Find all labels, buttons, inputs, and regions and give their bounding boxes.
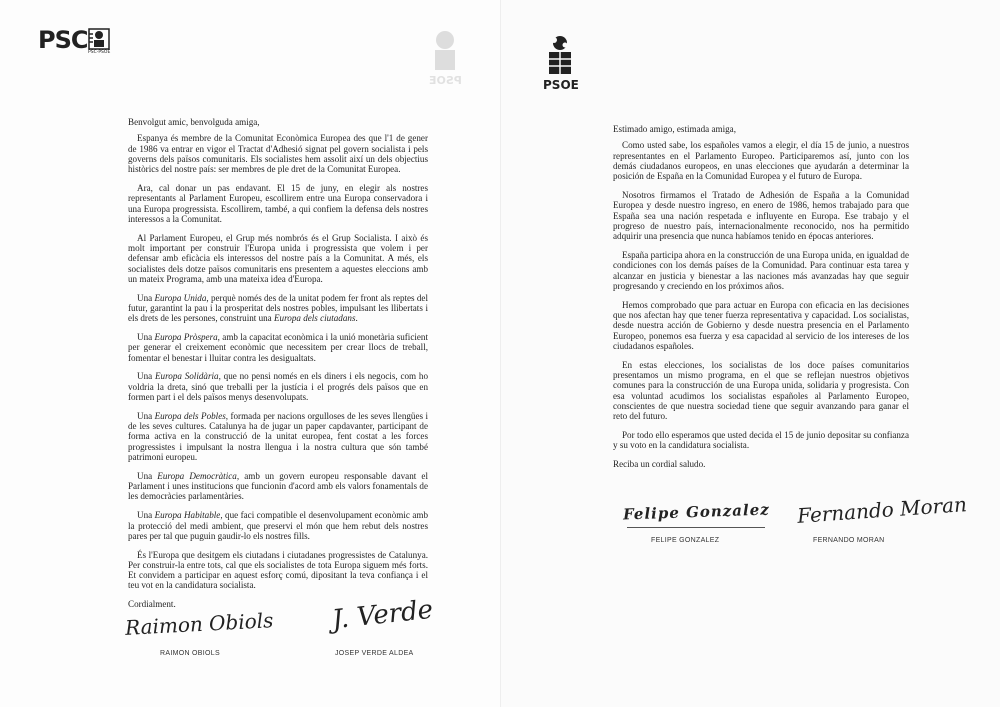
- letter-paragraph: Espanya és membre de la Comunitat Econòmica Europea des que l'1 de gener de 1986 va entrar en vigor el Tractat d'Adhesió signat pel govern socialista i pels governs dels països comunitaris. Els socialistes hem assolit així un dels objectius històrics del nostre país: ser membres de ple dret de la Comunitat Europea.: [128, 133, 428, 175]
- bleedthrough-logo-text: PSOE: [429, 74, 462, 87]
- paragraph-text: , formada per nacions orgulloses de les seves llengües i de les seves cultures. Catalunya ha de jugar un paper capdavanter, participant de forma activa en la construcció de la unitat europea, fent costat a les forces progressistes i impulsant la nostra llengua i la nostra cultura que són també patrimoni europeu.: [128, 410, 428, 463]
- europa-term: Europa Democràtica: [157, 470, 237, 481]
- paragraph-intro: Una: [137, 292, 155, 303]
- europa-term: Europa Unida: [154, 292, 207, 303]
- rose-fist-icon: [543, 34, 577, 78]
- signature-scribble: J. Verde: [330, 594, 435, 636]
- paragraph-intro: Una: [137, 332, 155, 343]
- paragraph-text: , perquè només des de la unitat podem fer front als reptes del futur, garantint la pau i la prosperitat dels nostres pobles, impulsant les llibertats i els drets de les persones, construint una: [128, 292, 428, 324]
- catalan-letter-body: [128, 117, 428, 616]
- paragraph-intro: Una: [137, 510, 155, 521]
- letter-greeting: Estimado amigo, estimada amiga,: [613, 124, 736, 134]
- europa-solidaria-paragraph: [128, 371, 428, 402]
- rose-fist-icon: [88, 28, 110, 50]
- europa-democratica-paragraph: [128, 471, 428, 502]
- paragraph-intro: Una: [137, 470, 158, 481]
- signature-fernando-moran: [796, 492, 967, 528]
- letter-paragraph: En estas elecciones, los socialistas de los doce países comunitarios presentamos un mismo programa, en el que se reflejan nuestros objetivos comunes para la construcción de una Europa unida, solidaria y progresista. Con esa voluntad acudimos los socialistas españoles al Parlamento Europeo, conscientes de que nuestra sociedad tiene que seguir avanzando para ganar el reto del futuro.: [613, 359, 909, 422]
- letter-paragraph: Hemos comprobado que para actuar en Europa con eficacia en las decisiones que nos afectan hay que tener fuerza representativa y capacidad. Los socialistas, desde nuestra acción de Gobierno y desde nuestra presencia en el Parlamento Europeo, ponemos esa fuerza y esa capacidad al servicio de los intereses de los ciudadanos españoles.: [613, 299, 909, 351]
- paragraph-intro: Una: [137, 371, 155, 382]
- letter-paragraph: Al Parlament Europeu, el Grup més nombrós és el Grup Socialista. I això és molt important per construir l'Europa unida i progressista que volem i per defensar amb eficàcia els interessos del nostre país a la Comunitat. A més, els socialistes dels dotze països comunitaris ens presentem a aquestes eleccions amb un mateix Programa, amb una mateixa idea d'Europa.: [128, 232, 428, 284]
- paragraph-intro: Una: [137, 410, 155, 421]
- signature-scribble: Fernando Moran: [796, 492, 968, 528]
- letter-greeting: Benvolgut amic, benvolguda amiga,: [128, 117, 260, 127]
- psoe-logo: [543, 34, 583, 94]
- right-letter-page: [500, 0, 1000, 707]
- letter-closing: Reciba un cordial saludo.: [613, 459, 706, 470]
- psc-logo-subtext: PSC-PSOE: [88, 50, 111, 55]
- letter-final-paragraph: És l'Europa que desitgem els ciutadans i ciutadanes progressistes de Catalunya. Per construir-la entre tots, cal que els socialistes de tota Europa siguem més forts. Et convidem a participar en aquest esforç comú, dipositant la teva confiança i el teu vot en la candidatura socialista.: [128, 549, 428, 591]
- letter-closing: Cordialment.: [128, 599, 176, 610]
- signer-name-josep-verde: JOSEP VERDE ALDEA: [335, 650, 414, 657]
- europa-term-secondary: Europa dels ciutadans: [273, 313, 356, 324]
- letter-paragraph: Ara, cal donar un pas endavant. El 15 de juny, en elegir als nostres representants al Parlament Europeu, escollirem entre una Europa conservadora i una Europa progressista. Escollirem, també, a qui confiem la defensa dels nostres interessos a la Comunitat.: [128, 182, 428, 224]
- signer-name-fernando-moran: FERNANDO MORAN: [813, 537, 885, 544]
- signer-name-raimon-obiols: RAIMON OBIOLS: [160, 650, 220, 657]
- bleedthrough-logo: [425, 28, 465, 88]
- europa-unida-paragraph: [128, 293, 428, 324]
- paragraph-end: .: [355, 313, 358, 324]
- europa-prospera-paragraph: [128, 332, 428, 363]
- spanish-letter-body: [613, 124, 909, 475]
- europa-habitable-paragraph: [128, 510, 428, 541]
- psoe-logo-text: PSOE: [543, 78, 579, 92]
- letter-paragraph: Nosotros firmamos el Tratado de Adhesión de España a la Comunidad Europea y desde nuestro ingreso, en enero de 1986, hemos trabajado para que España sea una nación respetada e influyente en Europa. Ese trabajo y el progreso de nuestro país, internacionalmente reconocido, nos ha permitido adquirir una presencia que nunca habíamos tenido en épocas anteriores.: [613, 189, 909, 242]
- paragraph-text: , que faci compatible el desenvolupament econòmic amb la protecció del medi ambient, que preservi el món que hem rebut dels nostres pares per tal que puguin gaudir-lo els nostres fills.: [128, 510, 428, 541]
- rose-fist-watermark-icon: [425, 28, 465, 74]
- letter-paragraph: Como usted sabe, los españoles vamos a elegir, el día 15 de junio, a nuestros representantes en el Parlamento Europeo. Participaremos así, junto con los demás ciudadanos europeos, en unas elecciones que ayudarán a determinar la posición de España en la Comunidad Europea y el futuro de Europa.: [613, 140, 909, 182]
- signature-felipe-gonzalez: [623, 500, 770, 523]
- signature-scribble: Raimon Obiols: [124, 608, 274, 640]
- europa-pobles-paragraph: [128, 411, 428, 462]
- signature-scribble: Felipe Gonzalez: [622, 500, 771, 524]
- signature-line: [627, 527, 765, 528]
- europa-term: Europa Solidària: [154, 371, 219, 382]
- europa-term: Europa Pròspera: [154, 332, 218, 343]
- letter-paragraph: Por todo ello esperamos que usted decida el 15 de junio depositar su confianza y su voto en la candidatura socialista.: [613, 429, 909, 451]
- psc-logo-text: PSC: [38, 26, 88, 54]
- europa-term: Europa Habitable: [154, 510, 221, 521]
- paragraph-text: , amb la capacitat econòmica i la unió monetària suficient per generar el creixement econòmic que necessitem per crear llocs de treball, fomentar el benestar i lluitar contra les desigualtats.: [128, 332, 428, 363]
- europa-term: Europa dels Pobles: [154, 410, 226, 421]
- paragraph-text: , que no pensi només en els diners i els negocis, com ho voldria la dreta, sinó que treballi per la justícia i el progrés dels països que en formen part i el dels països menys desenvolupats.: [128, 371, 428, 403]
- paragraph-text: , amb un govern europeu responsable davant el Parlament i unes institucions que funcionin d'acord amb els valors fonamentals de les democràcies parlamentàries.: [128, 470, 428, 502]
- psc-logo: [38, 26, 118, 58]
- signer-name-felipe-gonzalez: FELIPE GONZALEZ: [651, 537, 720, 544]
- letter-paragraph: España participa ahora en la construcción de una Europa unida, en igualdad de condiciones con los demás países de la Comunidad. Para continuar esta tarea y alcanzar en justicia y bienestar a las naciones más avanzadas hay que seguir progresando y creciendo en los próximos años.: [613, 249, 909, 291]
